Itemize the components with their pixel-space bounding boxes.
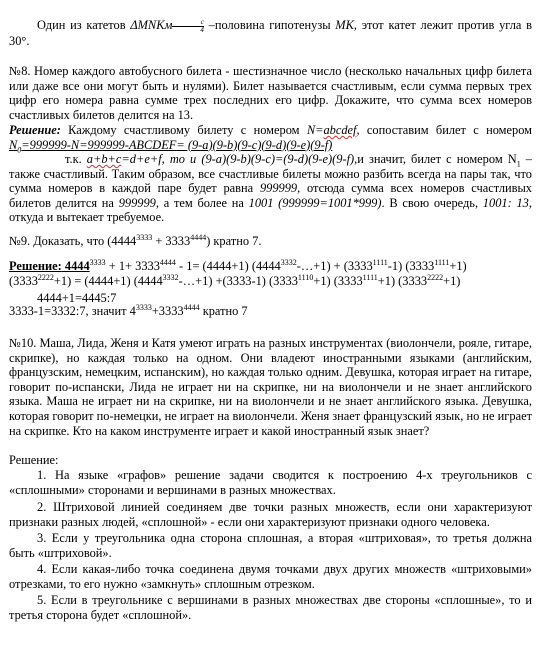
task8-sol-n: N= bbox=[306, 123, 324, 137]
task8-l2-k: . В свою очередь, bbox=[381, 195, 483, 210]
task9-line3: 4444+1=4445:7 bbox=[37, 291, 117, 305]
task8-reasoning bbox=[9, 152, 532, 225]
task9-head-b: + 3333 bbox=[152, 234, 191, 248]
task8-l2-i: 1001 bbox=[248, 195, 274, 210]
task10-step-3: 3. Если у треугольника одна сторона сплошная, а вторая «штриховая», то третья должна быть «штриховой». bbox=[9, 531, 532, 560]
task8-n0-letter: N bbox=[9, 137, 18, 152]
task8-l2-e: 999999 bbox=[259, 181, 298, 196]
task8-l2-c: ,и значит, билет с номером N bbox=[354, 152, 517, 166]
task9-head-sup2: 4444 bbox=[190, 232, 207, 242]
intro-rest-b: , этот катет лежит против угла в 30°. bbox=[9, 18, 532, 48]
task9-s-d: -…+1) + (3333 bbox=[296, 259, 373, 273]
task8-l2-m: , откуда и вытекает требуемое. bbox=[9, 195, 532, 225]
task8-sol-abcdef: abcdef bbox=[323, 123, 357, 137]
task9-s2-sup2: 3332 bbox=[162, 272, 179, 282]
task9-s-sup5: 1111 bbox=[434, 257, 450, 267]
task8-solution-label: Решение: bbox=[9, 123, 61, 137]
intro-triangle: ΔMNKм bbox=[130, 18, 173, 32]
task9-s2-e: +1) (3333 bbox=[377, 273, 428, 288]
fraction-numerator: c bbox=[200, 17, 204, 26]
task10-step-5: 5. Если в треугольнике с вершинами в разных множествах две стороны «сплошные», то и третья сторона будет «сплошной». bbox=[9, 593, 532, 622]
fraction-denominator: 4 bbox=[172, 26, 204, 34]
task8-sol-b: , сопоставим билет с номером bbox=[356, 123, 532, 137]
task9-solution-underlined bbox=[9, 259, 90, 273]
task8-sol-c: =999999-N=999999- bbox=[21, 137, 129, 152]
task9-s2-sup4: 1111 bbox=[362, 272, 378, 282]
task9-s-e: -1) (3333 bbox=[387, 259, 435, 273]
task9-heading bbox=[9, 234, 532, 249]
task8-sol-a: Каждому счастливому билету с номером bbox=[60, 123, 307, 137]
task9-s2-d: +1) (3333 bbox=[313, 273, 363, 288]
task9-s-sup3: 3332 bbox=[280, 257, 297, 267]
task8-l2-b: =d+e+f, то и (9-a)(9-b)(9-c)=(9-d)(9-e)(9-f) bbox=[121, 152, 355, 166]
task9-l4-sup1: 3333 bbox=[135, 302, 152, 312]
task10-step-1: 1. На языке «графов» решение задачи сводится к построению 4-х треугольников с «сплошными» сторонами и вершинами в разных множествах. bbox=[9, 468, 532, 497]
task9-s-sup1: 3333 bbox=[89, 257, 106, 267]
task9-l4-c: кратно 7 bbox=[199, 304, 248, 318]
task8-l2-f: , отсюда сумма всех номеров счастливых билетов делится на bbox=[9, 181, 532, 210]
intro-mk: МК bbox=[335, 18, 354, 32]
task8-sol-n0 bbox=[9, 137, 333, 155]
task8-l2-l: 1001: 13 bbox=[482, 195, 529, 210]
task9-s2-c: -…+1) +(3333-1) (3333 bbox=[178, 273, 298, 288]
task8-l2-j: (999999=1001*999) bbox=[273, 195, 382, 210]
task9-s-sup2: 4444 bbox=[159, 257, 176, 267]
task9-s2-f: +1) bbox=[443, 273, 461, 288]
task10-step-2: 2. Штриховой линией соединяем две точки разных множеств, если они характеризуют признаки разных людей, «сплошной» - если они характеризуют признаки одного человека. bbox=[9, 500, 532, 529]
task8-l2-a: т.к. bbox=[65, 152, 87, 166]
task10-step-4: 4. Если какая-либо точка соединена двумя точками двух других множеств «штриховыми» отрезками, то его нужно «замкнуть» сплошным отрезком. bbox=[9, 562, 532, 591]
task9-s-c: - 1= (4444+1) (4444 bbox=[175, 259, 281, 273]
task9-l4-a: 3333-1=3332:7, значит 4 bbox=[9, 304, 136, 318]
task10-solution-label: Решение: bbox=[9, 453, 59, 467]
task9-s2-b: +1) = (4444+1) (4444 bbox=[53, 273, 163, 288]
task9-l4-sup2: 4444 bbox=[183, 302, 200, 312]
task8-l2-d: – также счастливый. Таким образом, все счастливые билеты можно разбить всегда на пары так, что сумма номеров в каждой паре будет равна bbox=[9, 152, 532, 196]
intro-paragraph bbox=[9, 18, 532, 48]
task9-s-b: + 1+ 3333 bbox=[105, 259, 160, 273]
task9-s-a: 4444 bbox=[61, 259, 90, 273]
task8-l2-g: 999999 bbox=[118, 195, 156, 210]
task9-s-sup4: 1111 bbox=[372, 257, 388, 267]
task10-statement: №10. Маша, Лида, Женя и Катя умеют играть на разных инструментах (виолончели, рояле, гитаре, скрипке), но каждая только на одном. Они владеют иностранными языками (английским, французским, немецким, испанским), но каждая только одним. Девушка, которая играет на гитаре, говорит по-испански, Лида не играет ни на скрипке, ни на виолончели и не знает английского языка. Маша не играет ни на скрипке, ни на виолончели и не знает английского языка. Девушка, которая говорит по-немецки, не играет на виолончели. Женя знает французский язык, но не играет на скрипке. Кто на каком инструменте играет и какой иностранный язык знает? bbox=[9, 336, 532, 438]
intro-rest-a: –половина гипотенузы bbox=[203, 18, 336, 32]
task8-solution bbox=[9, 123, 532, 155]
task9-l4-b: +3333 bbox=[151, 304, 184, 318]
task9-s2-sup3: 1110 bbox=[297, 272, 314, 282]
task8-sol-d: = (9-a)(9-b)(9-c)(9-d)(9-e)(9-f) bbox=[176, 137, 333, 152]
task8-n0-sub: 0 bbox=[17, 145, 22, 155]
task9-s2-sup1: 2222 bbox=[37, 272, 54, 282]
task9-solution-label: Решение: bbox=[9, 259, 62, 273]
task8-sol-abcdef2: ABCDEF bbox=[128, 137, 177, 152]
task8-l2-abc: a+b+c bbox=[86, 152, 122, 166]
task9-s2-a: (3333 bbox=[9, 273, 38, 288]
task9-head-c: ) кратно 7. bbox=[206, 234, 262, 248]
task9-s2-sup5: 2222 bbox=[427, 272, 444, 282]
task9-head-sup1: 3333 bbox=[136, 232, 153, 242]
intro-lead: Один из катетов bbox=[37, 18, 131, 32]
task9-head-a: №9. Доказать, что (4444 bbox=[9, 234, 137, 248]
task9-conclusion bbox=[9, 304, 532, 319]
task8-statement: №8. Номер каждого автобусного билета - шестизначное число (несколько начальных цифр билета или даже все они могут быть и нулями). Билет называется счастливым, если сумма первых трех цифр его номера равна сумме трех последних его цифр. Докажите, что сумма всех номеров счастливых билетов делится на 13. bbox=[9, 64, 532, 122]
task8-l2-sub: 1 bbox=[516, 159, 521, 169]
intro-fraction bbox=[172, 19, 204, 34]
task9-solution bbox=[9, 259, 532, 288]
task9-s-f: +1) bbox=[449, 259, 467, 273]
task8-l2-h: , а тем более на bbox=[155, 195, 249, 210]
